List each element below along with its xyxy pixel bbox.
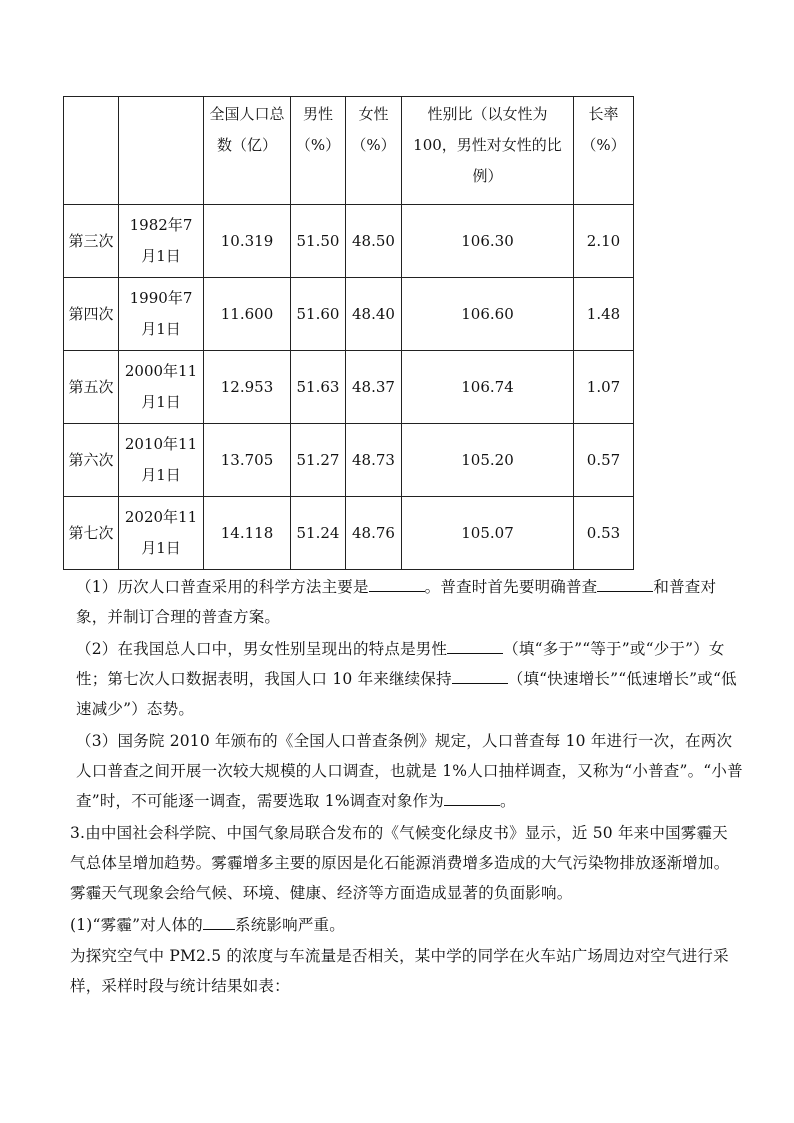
table-row (64, 351, 634, 424)
cell-male: 51.60 (291, 278, 346, 351)
cell-date: 2000年11月1日 (119, 351, 204, 424)
question-1 (70, 572, 744, 632)
cell-growth: 0.57 (574, 424, 634, 497)
header-male: 男性（%） (291, 97, 346, 205)
cell-census: 第五次 (64, 351, 119, 424)
answer-blank[interactable] (444, 788, 500, 806)
cell-female: 48.40 (346, 278, 402, 351)
question-2-text-b: （填“多于”“等于”或“少于”）女性；第七次人口数据表明，我国人口 10 年来继续保持 (76, 640, 725, 688)
cell-female: 48.50 (346, 205, 402, 278)
cell-growth: 1.07 (574, 351, 634, 424)
cell-female: 48.37 (346, 351, 402, 424)
question-3 (70, 726, 744, 816)
answer-blank[interactable] (597, 574, 653, 592)
cell-date: 2010年11月1日 (119, 424, 204, 497)
passage-3-question-1 (70, 910, 738, 940)
table-row (64, 497, 634, 570)
cell-date: 1990年7月1日 (119, 278, 204, 351)
cell-census: 第四次 (64, 278, 119, 351)
table-row (64, 278, 634, 351)
question-1-text-b: 。普查时首先要明确普查 (424, 578, 598, 596)
passage-3-question-1-text-a: (1)“雾霾”对人体的 (70, 916, 204, 934)
cell-ratio: 106.30 (402, 205, 574, 278)
cell-female: 48.76 (346, 497, 402, 570)
cell-male: 51.50 (291, 205, 346, 278)
table-row (64, 424, 634, 497)
census-table (63, 96, 634, 570)
header-ratio: 性别比（以女性为100，男性对女性的比例） (402, 97, 574, 205)
question-2 (70, 634, 744, 724)
question-2-text-c: （填“快速增长”“低速增长”或“低速减少”）态势。 (76, 670, 737, 718)
cell-growth: 1.48 (574, 278, 634, 351)
header-cell (119, 97, 204, 205)
cell-male: 51.63 (291, 351, 346, 424)
cell-ratio: 105.20 (402, 424, 574, 497)
cell-census: 第七次 (64, 497, 119, 570)
passage-3: 3.由中国社会科学院、中国气象局联合发布的《气候变化绿皮书》显示，近 50 年来中国雾霾天气总体呈增加趋势。雾霾增多主要的原因是化石能源消费增多造成的大气污染物排放逐渐增加。雾霾天气现象会给气候、环境、健康、经济等方面造成显著的负面影响。 (70, 824, 730, 902)
cell-total: 11.600 (204, 278, 291, 351)
cell-total: 13.705 (204, 424, 291, 497)
passage-4: 为探究空气中 PM2.5 的浓度与车流量是否相关，某中学的同学在火车站广场周边对空气进行采样，采样时段与统计结果如表： (70, 947, 729, 995)
header-total: 全国人口总数（亿） (204, 97, 291, 205)
question-1-text-a: （1）历次人口普查采用的科学方法主要是 (76, 578, 369, 596)
cell-census: 第六次 (64, 424, 119, 497)
question-3-text-a: （3）国务院 2010 年颁布的《全国人口普查条例》规定，人口普查每 10 年进行一次，在两次人口普查之间开展一次较大规模的人口调查，也就是 1%人口抽样调查，又称为“小普查”。“小普查”时，不可能逐一调查，需要选取 1%调查对象作为 (76, 732, 743, 810)
cell-female: 48.73 (346, 424, 402, 497)
question-1-text-c: 和普查对象，并制订合理的普查方案。 (76, 578, 717, 626)
cell-ratio: 106.60 (402, 278, 574, 351)
cell-male: 51.27 (291, 424, 346, 497)
answer-blank[interactable] (447, 636, 503, 654)
cell-census: 第三次 (64, 205, 119, 278)
census-table-wrapper (63, 96, 634, 570)
cell-total: 14.118 (204, 497, 291, 570)
cell-date: 1982年7月1日 (119, 205, 204, 278)
table-header-row (64, 97, 634, 205)
table-row (64, 205, 634, 278)
passage-3-question-1-text-b: 系统影响严重。 (235, 916, 345, 934)
cell-growth: 2.10 (574, 205, 634, 278)
header-growth: 长率（%） (574, 97, 634, 205)
cell-ratio: 105.07 (402, 497, 574, 570)
answer-blank[interactable] (203, 912, 235, 930)
question-3-text-b: 。 (499, 792, 516, 810)
cell-date: 2020年11月1日 (119, 497, 204, 570)
answer-blank[interactable] (452, 666, 508, 684)
answer-blank[interactable] (369, 574, 425, 592)
question-2-text-a: （2）在我国总人口中，男女性别呈现出的特点是男性 (76, 640, 448, 658)
cell-total: 10.319 (204, 205, 291, 278)
cell-male: 51.24 (291, 497, 346, 570)
header-female: 女性（%） (346, 97, 402, 205)
cell-ratio: 106.74 (402, 351, 574, 424)
cell-growth: 0.53 (574, 497, 634, 570)
cell-total: 12.953 (204, 351, 291, 424)
header-cell (64, 97, 119, 205)
